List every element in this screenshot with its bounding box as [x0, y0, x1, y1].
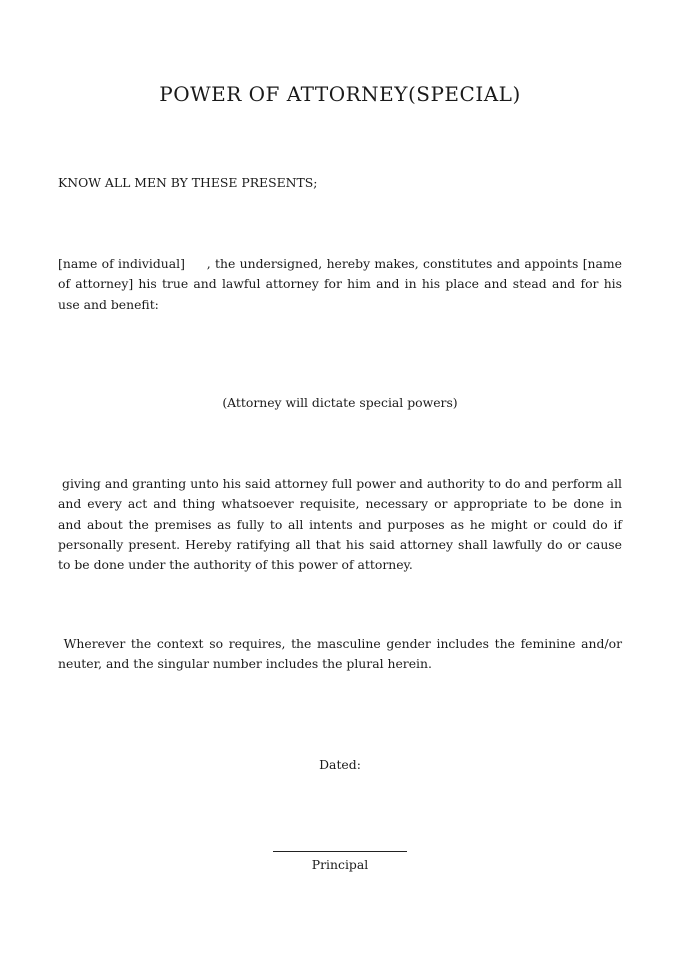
principal-label: Principal — [311, 857, 369, 872]
granting-paragraph: giving and granting unto his said attorney full power and authority to do and perform all and every act and thing whatsoever requisite, necessary or appropriate to be done in and about the premises as fully to all intents and purposes as he might or could do if personally present. Hereby ratifying all that his said attorney shall lawfully do or cause to be done under the authority of this power of attorney. — [58, 476, 622, 573]
appointment-paragraph: [name of individual] , the undersigned, hereby makes, constitutes and appoints [name of attorney] his true and lawful attorney for him and in his place and stead and for his use and benefit: — [58, 256, 626, 312]
dated-label: Dated: — [319, 757, 361, 772]
special-powers-placeholder: (Attorney will dictate special powers) — [222, 395, 458, 410]
salutation-text: KNOW ALL MEN BY THESE PRESENTS; — [58, 175, 318, 190]
context-clause-paragraph: Wherever the context so requires, the masculine gender includes the feminine and/or neuter, and the singular number includes the plural herein. — [58, 636, 622, 672]
document-title: POWER OF ATTORNEY(SPECIAL) — [159, 82, 521, 106]
signature-line — [273, 851, 407, 852]
